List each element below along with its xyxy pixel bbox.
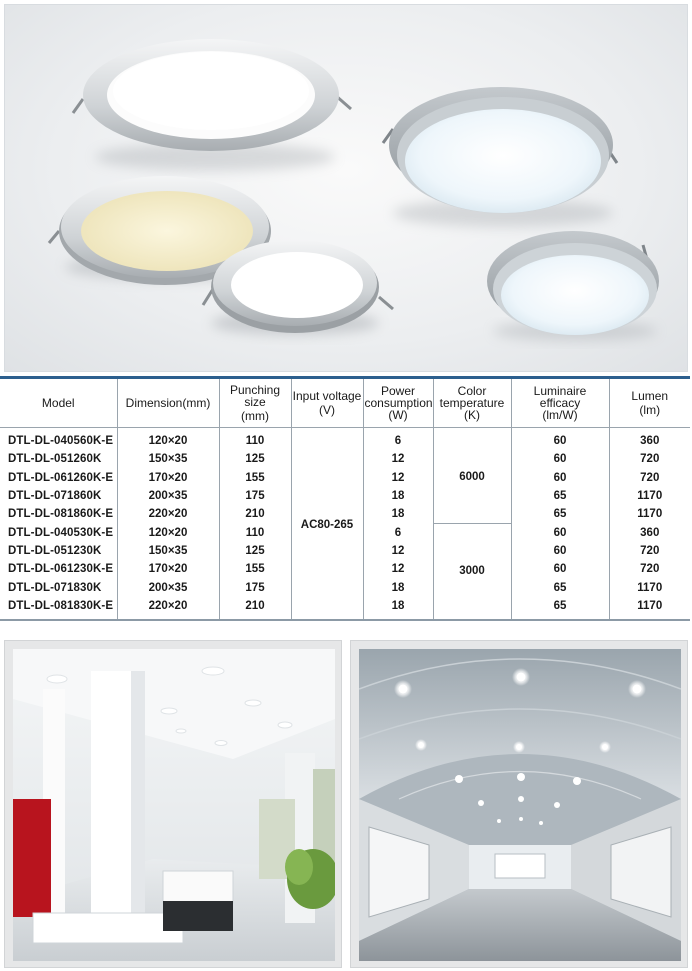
cell-punching: 155 — [219, 469, 291, 487]
header-lumen-line1: Lumen — [631, 389, 669, 403]
cell-model: DTL-DL-051230K — [0, 542, 117, 560]
cell-punching: 110 — [219, 428, 291, 451]
header-lumen-unit: (lm) — [639, 403, 661, 417]
cell-model: DTL-DL-081830K-E — [0, 597, 117, 620]
cell-power: 18 — [363, 505, 433, 523]
cell-power: 18 — [363, 578, 433, 596]
cell-punching: 110 — [219, 523, 291, 541]
cell-punching: 175 — [219, 578, 291, 596]
cell-efficacy: 60 — [511, 560, 609, 578]
cell-color-temp-3000: 3000 — [433, 523, 511, 619]
cell-efficacy: 65 — [511, 505, 609, 523]
cell-punching: 210 — [219, 505, 291, 523]
header-punching-unit: (mm) — [241, 409, 269, 423]
cell-dimension: 120×20 — [117, 428, 219, 451]
cell-color-temp-6000: 6000 — [433, 428, 511, 524]
header-color-temperature — [433, 378, 511, 428]
product-hero-image — [4, 4, 688, 372]
header-color-line1: Color — [457, 384, 487, 398]
cell-model: DTL-DL-081860K-E — [0, 505, 117, 523]
cell-dimension: 200×35 — [117, 578, 219, 596]
cell-power: 18 — [363, 487, 433, 505]
cell-input-voltage: AC80-265 — [291, 428, 363, 620]
cell-lumen: 1170 — [637, 599, 663, 612]
cell-efficacy: 60 — [511, 523, 609, 541]
cell-dimension: 220×20 — [117, 505, 219, 523]
kitchen-interior-illustration — [13, 649, 335, 961]
header-model: Model — [0, 378, 117, 428]
header-punching-line1: Punching size — [229, 383, 281, 409]
cell-dimension: 170×20 — [117, 469, 219, 487]
cell-lumen: 360 — [640, 526, 660, 539]
cell-lumen: 720 — [640, 453, 660, 466]
header-input-voltage — [291, 378, 363, 428]
cell-dimension: 150×35 — [117, 450, 219, 468]
cell-efficacy: 60 — [511, 469, 609, 487]
cell-efficacy: 65 — [511, 597, 609, 620]
cell-efficacy: 65 — [511, 487, 609, 505]
header-efficacy-unit: (lm/W) — [542, 408, 578, 422]
header-color-line2: temperature — [439, 396, 505, 410]
cell-lumen: 1170 — [637, 508, 663, 521]
cell-punching: 210 — [219, 597, 291, 620]
table-header-row — [0, 378, 690, 428]
cell-power: 18 — [363, 597, 433, 620]
cell-power: 12 — [363, 560, 433, 578]
cell-lumen: 360 — [640, 435, 660, 448]
header-color-unit: (K) — [464, 408, 480, 422]
cell-model: DTL-DL-040530K-E — [0, 523, 117, 541]
specification-table — [0, 376, 690, 621]
header-power-line2: consumption — [364, 396, 433, 410]
cell-lumen: 1170 — [637, 581, 663, 594]
header-lumen — [609, 378, 690, 428]
downlight-products-illustration — [5, 5, 688, 372]
header-luminaire-efficacy — [511, 378, 609, 428]
cell-dimension: 220×20 — [117, 597, 219, 620]
cell-model: DTL-DL-071830K — [0, 578, 117, 596]
header-power-unit: (W) — [388, 408, 408, 422]
cell-punching: 125 — [219, 450, 291, 468]
cell-model: DTL-DL-051260K — [0, 450, 117, 468]
cell-power: 12 — [363, 469, 433, 487]
cell-power: 12 — [363, 450, 433, 468]
cell-efficacy: 60 — [511, 450, 609, 468]
cell-model: DTL-DL-071860K — [0, 487, 117, 505]
dome-panel-large — [383, 87, 617, 227]
cell-lumen: 720 — [640, 544, 660, 557]
header-power-line1: Power — [380, 384, 415, 398]
cell-efficacy: 60 — [511, 542, 609, 560]
cell-dimension: 170×20 — [117, 560, 219, 578]
cell-lumen: 720 — [640, 563, 660, 576]
cell-model: DTL-DL-061260K-E — [0, 469, 117, 487]
cell-power: 12 — [363, 542, 433, 560]
header-voltage-unit: (V) — [319, 403, 335, 417]
application-photo-corridor — [350, 640, 688, 968]
ring-panel-large — [73, 39, 351, 171]
cell-power: 6 — [363, 523, 433, 541]
cell-model: DTL-DL-040560K-E — [0, 428, 117, 451]
corridor-interior-illustration — [359, 649, 681, 961]
cell-efficacy: 60 — [511, 428, 609, 451]
cell-model: DTL-DL-061230K-E — [0, 560, 117, 578]
cell-punching: 175 — [219, 487, 291, 505]
dome-panel-small — [487, 231, 659, 341]
cell-punching: 125 — [219, 542, 291, 560]
header-voltage-line1: Input voltage — [292, 389, 362, 403]
header-dimension: Dimension(mm) — [117, 378, 219, 428]
cell-dimension: 200×35 — [117, 487, 219, 505]
cell-punching: 155 — [219, 560, 291, 578]
cell-lumen: 1170 — [637, 490, 663, 503]
header-power-consumption — [363, 378, 433, 428]
application-photo-kitchen — [4, 640, 342, 968]
table-row — [0, 428, 690, 451]
cell-dimension: 150×35 — [117, 542, 219, 560]
cell-power: 6 — [363, 428, 433, 451]
cell-lumen: 720 — [640, 471, 660, 484]
header-efficacy-line2: efficacy — [539, 396, 581, 410]
cell-efficacy: 65 — [511, 578, 609, 596]
header-punching-size — [219, 378, 291, 428]
cell-dimension: 120×20 — [117, 523, 219, 541]
header-efficacy-line1: Luminaire — [533, 384, 587, 398]
